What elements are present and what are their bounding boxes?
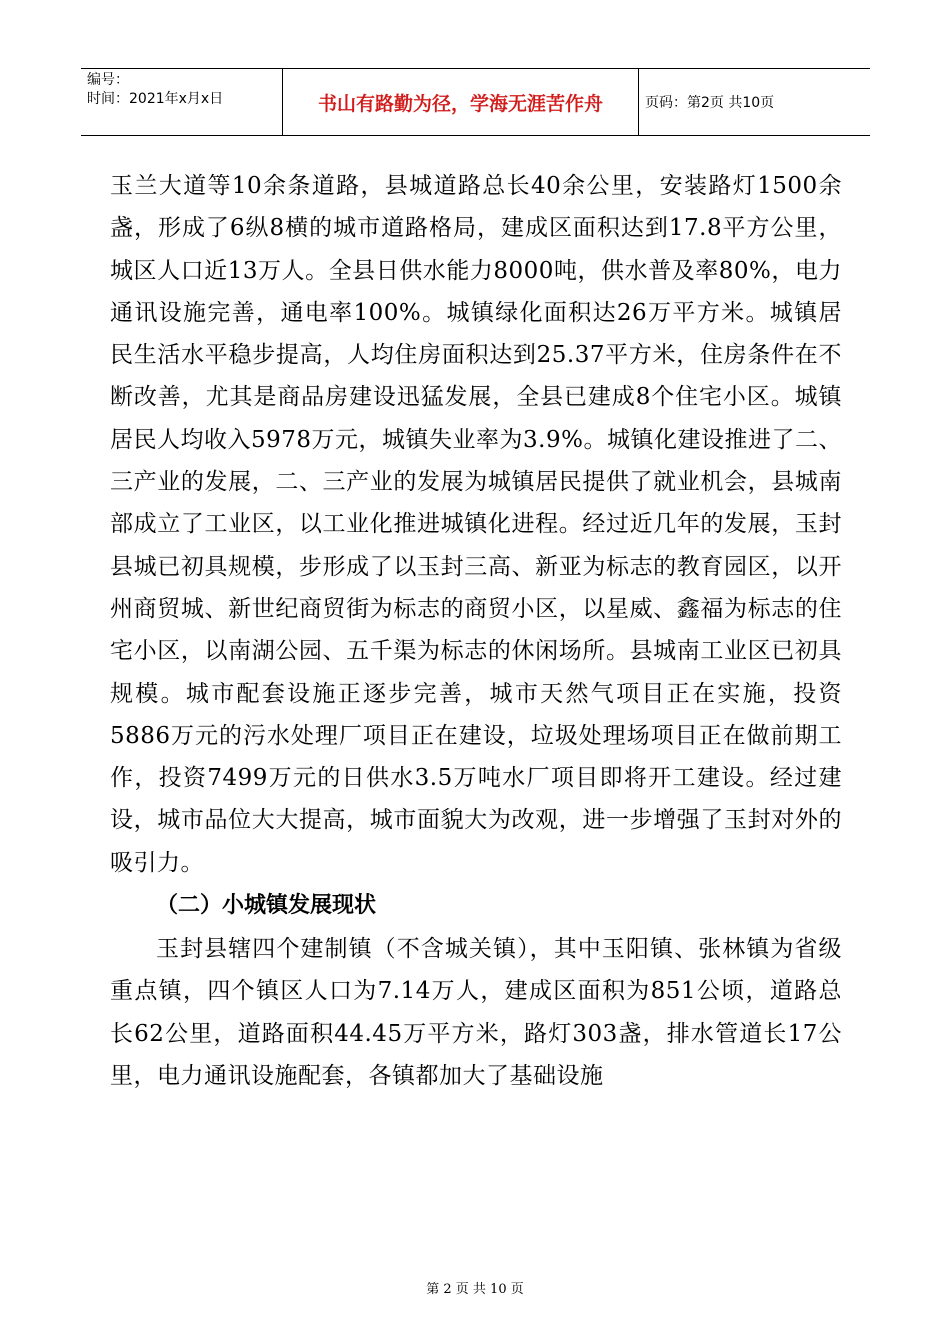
header-meta [81,69,283,135]
header-page-number: 页码：第2页 共10页 [645,95,775,111]
body-paragraph: 玉封县辖四个建制镇（不含城关镇），其中玉阳镇、张林镇为省级重点镇，四个镇区人口为7.14万人，建成区面积为851公顷，道路总长62公里，道路面积44.45万平方米，路灯303盏，排水管道长17公里，电力通讯设施配套，各镇都加大了基础设施 [110,936,842,1089]
page-header [81,68,870,136]
page-footer: 第 2 页 共 10 页 [426,1282,524,1297]
document-date-label: 时间：2021年x月x日 [87,91,224,107]
document-body [110,165,842,1097]
document-number-label: 编号： [87,72,129,88]
header-motto: 书山有路勤为径，学海无涯苦作舟 [283,69,639,135]
body-paragraph: 玉兰大道等10余条道路，县城道路总长40余公里，安装路灯1500余盏，形成了6纵8横的城市道路格局，建成区面积达到17.8平方公里，城区人口近13万人。全县日供水能力8000吨，供水普及率80%，电力通讯设施完善，通电率100%。城镇绿化面积达26万平方米。城镇居民生活水平稳步提高，人均住房面积达到25.37平方米，住房条件在不断改善，尤其是商品房建设迅猛发展，全县已建成8个住宅小区。城镇居民人均收入5978万元，城镇失业率为3.9%。城镇化建设推进了二、三产业的发展，二、三产业的发展为城镇居民提供了就业机会，县城南部成立了工业区，以工业化推进城镇化进程。经过近几年的发展，玉封县城已初具规模，步形成了以玉封三高、新亚为标志的教育园区，以开州商贸城、新世纪商贸街为标志的商贸小区，以星威、鑫福为标志的住宅小区，以南湖公园、五千渠为标志的休闲场所。县城南工业区已初具规模。城市配套设施正逐步完善，城市天然气项目正在实施，投资5886万元的污水处理厂项目正在建设，垃圾处理场项目正在做前期工作，投资7499万元的日供水3.5万吨水厂项目即将开工建设。经过建设，城市品位大大提高，城市面貌大为改观，进一步增强了玉封对外的吸引力。 [110,173,842,876]
section-heading: （二）小城镇发展现状 [156,893,377,919]
